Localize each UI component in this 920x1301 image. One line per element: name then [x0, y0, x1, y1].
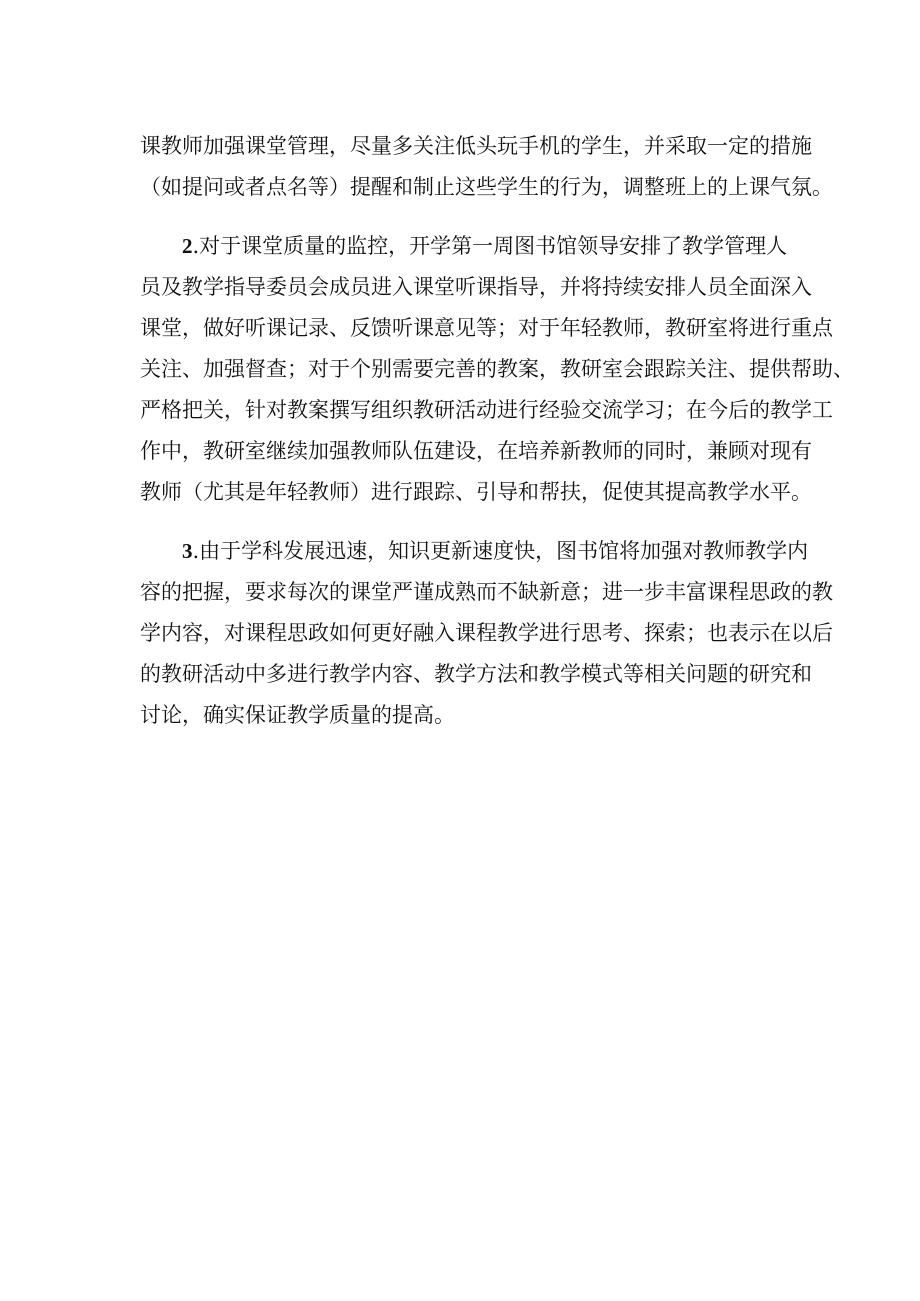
- text-segment: .由于学科发展迅速，知识更新速度快，图书馆将加强对教师教学内: [192, 539, 809, 563]
- text-line: 的教研活动中多进行教学内容、教学方法和教学模式等相关问题的研究和: [140, 662, 812, 686]
- item-number: 3: [182, 539, 193, 563]
- text-line: 学内容，对课程思政如何更好融入课程教学进行思考、探索；也表示在以后: [140, 621, 833, 645]
- paragraph-1: [140, 126, 833, 208]
- text-line: 关注、加强督查；对于个别需要完善的教案，教研室会跟踪关注、提供帮助、: [140, 357, 854, 381]
- text-line: 课堂，做好听课记录、反馈听课意见等；对于年轻教师，教研室将进行重点: [140, 316, 833, 340]
- text-line: [140, 226, 800, 267]
- text-line: 员及教学指导委员会成员进入课堂听课指导，并将持续安排人员全面深入: [140, 275, 812, 299]
- paragraph-3: [140, 531, 833, 736]
- text-line: 作中，教研室继续加强教师队伍建设，在培养新教师的同时，兼顾对现有: [140, 439, 812, 463]
- text-segment: .对于课堂质量的监控，开学第一周图书馆领导安排了教学管理人: [192, 234, 788, 258]
- text-line: 教师（尤其是年轻教师）进行跟踪、引导和帮扶，促使其提高教学水平。: [140, 480, 812, 504]
- text-line: 讨论，确实保证教学质量的提高。: [140, 703, 455, 727]
- text-line: 课教师加强课堂管理，尽量多关注低头玩手机的学生，并采取一定的措施: [140, 134, 812, 158]
- paragraph-2: [140, 226, 854, 513]
- text-line: [140, 531, 809, 572]
- text-line: 容的把握，要求每次的课堂严谨成熟而不缺新意；进一步丰富课程思政的教: [140, 580, 833, 604]
- item-number: 2: [182, 234, 193, 258]
- text-line: 严格把关，针对教案撰写组织教研活动进行经验交流学习；在今后的教学工: [140, 398, 833, 422]
- body-text: [140, 126, 854, 736]
- text-line: （如提问或者点名等）提醒和制止这些学生的行为，调整班上的上课气氛。: [140, 175, 833, 199]
